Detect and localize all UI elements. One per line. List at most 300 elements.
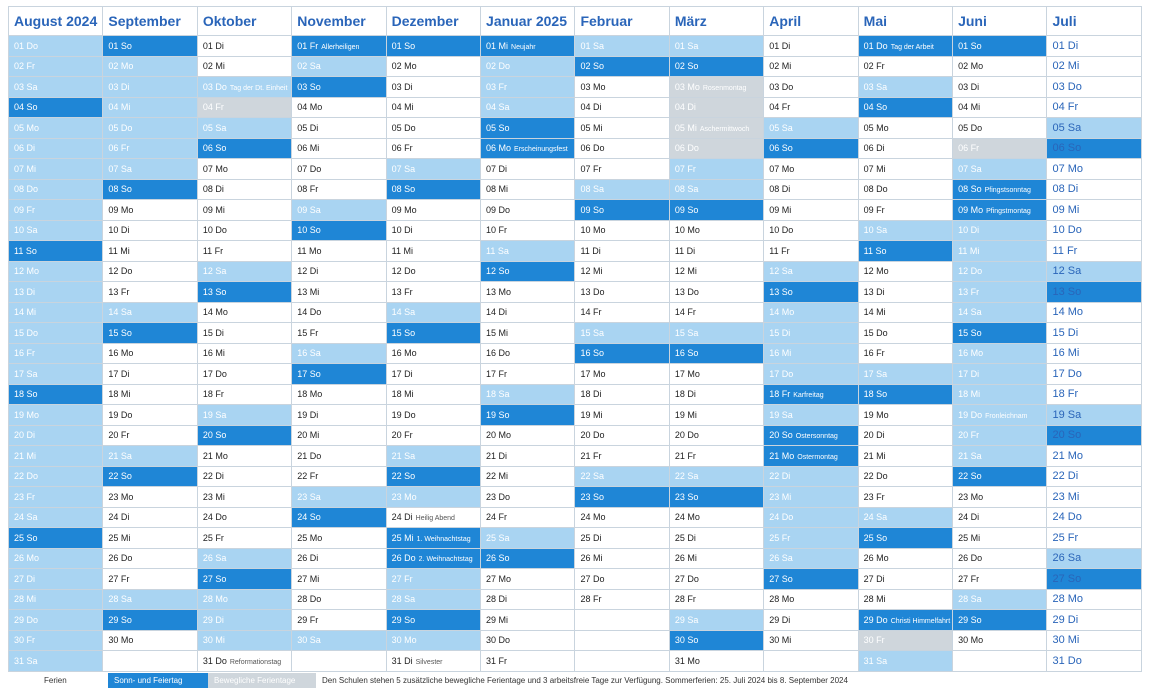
month-header: März <box>669 7 763 36</box>
day-label: 17 Di <box>391 368 413 379</box>
day-cell <box>669 261 763 282</box>
day-cell <box>953 56 1047 77</box>
day-label: 15 Sa <box>580 327 604 338</box>
day-label: 09 Mo <box>958 204 984 215</box>
day-cell <box>1047 528 1142 549</box>
day-label: 24 Do <box>202 512 227 523</box>
day-cell <box>481 261 575 282</box>
day-cell <box>669 159 763 180</box>
day-cell <box>858 36 952 57</box>
day-cell <box>197 302 291 323</box>
day-label: 20 Do <box>580 430 605 441</box>
day-cell <box>292 446 386 467</box>
day-label: 29 So <box>108 614 132 625</box>
day-cell <box>386 36 480 57</box>
day-cell <box>292 589 386 610</box>
day-label: 24 Sa <box>14 512 38 523</box>
day-label: 08 Di <box>202 184 224 195</box>
day-cell <box>858 261 952 282</box>
day-label: 31 Do <box>1052 654 1082 667</box>
day-label: 14 Fr <box>674 307 696 318</box>
day-row <box>9 138 1142 159</box>
day-cell <box>953 179 1047 200</box>
day-cell <box>764 138 858 159</box>
day-cell <box>1047 425 1142 446</box>
day-label: 20 Di <box>14 430 36 441</box>
day-label: 24 So <box>297 512 321 523</box>
day-label: 10 Mo <box>674 225 700 236</box>
day-cell <box>292 364 386 385</box>
day-label: 10 Sa <box>14 225 38 236</box>
day-label: 01 Di <box>1052 39 1079 52</box>
day-cell <box>197 446 291 467</box>
day-label: 14 Di <box>486 307 508 318</box>
day-cell <box>1047 610 1142 631</box>
day-label: 20 Mo <box>486 430 512 441</box>
day-cell <box>386 528 480 549</box>
day-label: 18 Fr <box>1052 388 1079 401</box>
day-label: 26 So <box>486 553 510 564</box>
day-cell <box>386 405 480 426</box>
day-label: 25 Sa <box>486 532 510 543</box>
day-label: 15 Sa <box>674 327 699 338</box>
day-label: 20 So <box>1052 429 1082 442</box>
day-label: 06 Do <box>580 143 605 154</box>
day-label: 30 Mo <box>108 635 134 646</box>
day-cell <box>953 630 1047 651</box>
holiday-name: 2. Weihnachtstag <box>418 556 473 564</box>
day-label: 07 Fr <box>674 163 696 174</box>
day-cell <box>481 630 575 651</box>
day-label: 16 Fr <box>863 348 885 359</box>
day-cell <box>858 466 952 487</box>
day-cell <box>292 200 386 221</box>
month-header: Februar <box>575 7 669 36</box>
day-cell <box>197 589 291 610</box>
day-cell <box>481 651 575 672</box>
month-header: November <box>292 7 386 36</box>
day-label: 31 Di <box>391 655 413 666</box>
day-label: 22 Sa <box>674 471 699 482</box>
day-cell <box>764 487 858 508</box>
day-cell <box>575 487 669 508</box>
day-cell <box>669 302 763 323</box>
day-cell <box>858 343 952 364</box>
day-label: 16 Mo <box>391 348 417 359</box>
day-label: 13 Fr <box>958 286 980 297</box>
day-cell <box>858 77 952 98</box>
day-label: 25 So <box>14 532 38 543</box>
day-cell <box>386 323 480 344</box>
day-cell <box>103 466 197 487</box>
day-cell <box>386 548 480 569</box>
day-cell <box>953 241 1047 262</box>
day-label: 01 Do <box>14 40 39 51</box>
day-label: 05 Mo <box>14 122 40 133</box>
day-label: 17 Di <box>958 368 980 379</box>
day-cell <box>197 343 291 364</box>
day-label: 16 Mo <box>108 348 134 359</box>
day-cell <box>9 651 103 672</box>
day-cell <box>953 282 1047 303</box>
day-cell <box>103 138 197 159</box>
day-label: 11 Fr <box>769 245 790 256</box>
day-cell <box>103 507 197 528</box>
day-label: 19 Sa <box>1052 408 1082 421</box>
day-cell <box>481 241 575 262</box>
day-cell <box>858 241 952 262</box>
day-cell <box>575 138 669 159</box>
day-cell <box>669 282 763 303</box>
day-cell <box>9 466 103 487</box>
day-cell <box>9 548 103 569</box>
day-cell <box>386 261 480 282</box>
day-label: 17 So <box>297 368 321 379</box>
day-cell <box>575 384 669 405</box>
day-label: 22 Sa <box>580 471 604 482</box>
day-label: 05 Mi <box>674 122 697 133</box>
day-label: 21 Sa <box>391 450 416 461</box>
day-label: 31 Fr <box>486 655 508 666</box>
day-label: 09 Fr <box>863 204 885 215</box>
day-label: 28 Fr <box>580 594 602 605</box>
day-cell <box>103 610 197 631</box>
day-label: 11 Sa <box>486 245 509 256</box>
day-cell <box>953 384 1047 405</box>
day-label: 22 Di <box>769 471 791 482</box>
day-cell <box>386 220 480 241</box>
day-cell <box>575 56 669 77</box>
day-cell <box>953 261 1047 282</box>
day-label: 02 Mo <box>108 61 134 72</box>
day-cell <box>292 36 386 57</box>
holiday-name: Neujahr <box>511 43 536 51</box>
day-label: 29 So <box>958 614 982 625</box>
day-label: 16 Fr <box>14 348 36 359</box>
day-cell <box>764 77 858 98</box>
day-label: 21 Fr <box>674 450 696 461</box>
month-header: April <box>764 7 858 36</box>
day-label: 16 Mi <box>202 348 225 359</box>
day-cell <box>292 220 386 241</box>
day-cell <box>575 241 669 262</box>
day-label: 17 Do <box>769 368 794 379</box>
day-cell <box>386 364 480 385</box>
day-cell <box>858 323 952 344</box>
day-cell <box>481 384 575 405</box>
day-cell <box>9 261 103 282</box>
day-label: 14 Fr <box>580 307 602 318</box>
day-label: 01 So <box>958 40 982 51</box>
day-label: 28 Do <box>297 594 322 605</box>
day-cell <box>103 446 197 467</box>
day-cell <box>858 138 952 159</box>
day-label: 20 Do <box>674 430 699 441</box>
day-label: 04 Di <box>674 102 696 113</box>
day-label: 30 Do <box>486 635 511 646</box>
day-cell <box>953 610 1047 631</box>
day-cell <box>764 56 858 77</box>
day-label: 19 Mi <box>580 409 603 420</box>
day-cell <box>481 302 575 323</box>
day-label: 19 So <box>486 409 510 420</box>
day-cell <box>953 118 1047 139</box>
day-row <box>9 528 1142 549</box>
day-label: 29 So <box>391 614 416 625</box>
day-label: 01 So <box>391 40 416 51</box>
day-label: 27 So <box>202 573 227 584</box>
day-cell <box>1047 261 1142 282</box>
day-cell <box>481 405 575 426</box>
holiday-name: Rosenmontag <box>702 84 747 92</box>
day-cell <box>292 77 386 98</box>
day-label: 23 Mo <box>958 491 984 502</box>
day-cell <box>953 302 1047 323</box>
day-label: 06 Di <box>863 143 885 154</box>
day-cell <box>953 651 1047 672</box>
day-label: 27 Mi <box>297 573 320 584</box>
day-label: 08 Fr <box>297 184 319 195</box>
day-label: 19 Do <box>958 409 983 420</box>
day-label: 14 Mo <box>1052 306 1084 319</box>
day-label: 22 So <box>958 471 982 482</box>
day-label: 09 Mi <box>769 204 792 215</box>
day-label: 01 Do <box>863 40 888 51</box>
day-label: 18 Fr <box>202 389 224 400</box>
day-cell <box>9 138 103 159</box>
day-cell <box>103 425 197 446</box>
day-label: 01 Di <box>769 40 791 51</box>
day-row <box>9 282 1142 303</box>
day-label: 03 Mo <box>674 81 700 92</box>
day-label: 03 So <box>297 81 321 92</box>
day-cell <box>386 589 480 610</box>
day-cell <box>197 200 291 221</box>
day-label: 03 Sa <box>14 81 38 92</box>
day-label: 15 So <box>108 327 132 338</box>
day-cell <box>575 179 669 200</box>
day-cell <box>669 384 763 405</box>
day-cell <box>1047 405 1142 426</box>
day-cell <box>575 323 669 344</box>
day-cell <box>386 56 480 77</box>
day-cell <box>669 466 763 487</box>
day-label: 26 Do <box>108 553 133 564</box>
day-label: 06 Do <box>674 143 699 154</box>
day-cell <box>9 200 103 221</box>
day-cell <box>386 179 480 200</box>
day-cell <box>481 200 575 221</box>
day-cell <box>669 528 763 549</box>
day-cell <box>386 97 480 118</box>
day-label: 22 Mi <box>486 471 509 482</box>
day-cell <box>292 384 386 405</box>
day-cell <box>9 323 103 344</box>
day-cell <box>764 569 858 590</box>
day-cell <box>858 200 952 221</box>
day-label: 21 Fr <box>580 450 602 461</box>
day-cell <box>481 56 575 77</box>
day-cell <box>953 364 1047 385</box>
holiday-name: Silvester <box>415 658 443 666</box>
day-cell <box>575 159 669 180</box>
day-cell <box>575 569 669 590</box>
day-label: 28 Fr <box>674 594 696 605</box>
day-cell <box>669 200 763 221</box>
day-label: 07 Sa <box>958 163 982 174</box>
day-label: 27 Do <box>580 573 605 584</box>
day-cell <box>103 200 197 221</box>
day-cell <box>103 323 197 344</box>
month-header: Juli <box>1047 7 1142 36</box>
day-cell <box>669 323 763 344</box>
day-label: 07 Fr <box>580 163 602 174</box>
day-cell <box>669 548 763 569</box>
day-cell <box>9 282 103 303</box>
day-label: 28 Mi <box>14 594 37 605</box>
day-label: 18 Mo <box>297 389 323 400</box>
day-label: 02 Mi <box>769 61 792 72</box>
day-label: 06 Mi <box>297 143 320 154</box>
day-label: 20 Di <box>863 430 885 441</box>
day-label: 13 So <box>1052 285 1082 298</box>
day-cell <box>858 651 952 672</box>
day-cell <box>764 302 858 323</box>
day-label: 29 Fr <box>297 614 319 625</box>
day-row <box>9 323 1142 344</box>
day-label: 25 Fr <box>1052 531 1079 544</box>
day-label: 12 Do <box>391 266 416 277</box>
day-cell <box>292 610 386 631</box>
day-label: 31 Mo <box>674 655 700 666</box>
day-cell <box>669 138 763 159</box>
day-cell <box>9 220 103 241</box>
day-label: 02 Do <box>486 61 511 72</box>
day-cell <box>575 507 669 528</box>
day-cell <box>1047 548 1142 569</box>
day-label: 07 Mo <box>769 163 795 174</box>
day-label: 25 Mi <box>391 532 414 543</box>
day-label: 11 Mi <box>958 245 980 256</box>
day-label: 20 Fr <box>391 430 413 441</box>
day-label: 02 Mo <box>391 61 417 72</box>
day-label: 03 Di <box>108 81 130 92</box>
day-cell <box>953 97 1047 118</box>
day-label: 23 So <box>580 491 604 502</box>
day-cell <box>575 425 669 446</box>
day-label: 10 Di <box>108 225 130 236</box>
day-label: 03 Di <box>958 81 980 92</box>
day-label: 27 Di <box>863 573 885 584</box>
day-cell <box>1047 384 1142 405</box>
day-cell <box>197 487 291 508</box>
day-label: 29 Di <box>769 614 791 625</box>
day-label: 30 Mo <box>958 635 984 646</box>
day-cell <box>858 589 952 610</box>
day-label: 23 Fr <box>14 491 36 502</box>
day-cell <box>292 159 386 180</box>
day-label: 21 Mi <box>863 450 886 461</box>
day-cell <box>764 548 858 569</box>
day-label: 10 Do <box>1052 224 1082 237</box>
day-cell <box>197 630 291 651</box>
day-cell <box>103 651 197 672</box>
day-row <box>9 446 1142 467</box>
day-cell <box>764 589 858 610</box>
day-cell <box>197 36 291 57</box>
day-label: 24 Di <box>958 512 980 523</box>
day-label: 13 Do <box>580 286 605 297</box>
day-cell <box>386 651 480 672</box>
day-cell <box>386 282 480 303</box>
day-label: 24 Mo <box>580 512 606 523</box>
day-cell <box>9 56 103 77</box>
day-label: 23 Mi <box>202 491 225 502</box>
day-label: 14 Sa <box>108 307 132 318</box>
day-label: 12 Mo <box>14 266 40 277</box>
day-cell <box>197 138 291 159</box>
day-cell <box>858 405 952 426</box>
day-row <box>9 405 1142 426</box>
day-cell <box>9 179 103 200</box>
day-cell <box>292 569 386 590</box>
day-label: 31 Sa <box>863 655 888 666</box>
month-header: Mai <box>858 7 952 36</box>
day-row <box>9 343 1142 364</box>
day-label: 12 Do <box>108 266 133 277</box>
day-label: 23 Do <box>486 491 511 502</box>
day-label: 07 Mi <box>863 163 886 174</box>
day-label: 04 Fr <box>769 102 791 113</box>
day-cell <box>1047 302 1142 323</box>
day-cell <box>386 159 480 180</box>
day-cell <box>197 425 291 446</box>
day-label: 08 Do <box>14 184 39 195</box>
day-label: 17 Sa <box>863 368 888 379</box>
day-label: 11 Di <box>580 245 601 256</box>
day-label: 30 Mi <box>1052 634 1080 647</box>
day-cell <box>386 200 480 221</box>
day-label: 01 Di <box>202 40 224 51</box>
day-label: 25 So <box>863 532 888 543</box>
holiday-name: Fronleichnam <box>985 412 1028 420</box>
day-label: 16 So <box>580 348 604 359</box>
day-cell <box>669 630 763 651</box>
day-cell <box>858 487 952 508</box>
day-cell <box>764 97 858 118</box>
day-label: 27 Mo <box>486 573 512 584</box>
day-label: 04 Mo <box>297 102 323 113</box>
day-label: 16 Mi <box>769 348 792 359</box>
day-cell <box>1047 343 1142 364</box>
day-label: 22 Di <box>1052 470 1079 483</box>
day-label: 12 Sa <box>1052 265 1082 278</box>
day-cell <box>953 466 1047 487</box>
day-label: 04 Mi <box>958 102 981 113</box>
day-label: 23 Mo <box>391 491 417 502</box>
day-label: 19 Mo <box>863 409 889 420</box>
day-cell <box>103 220 197 241</box>
day-label: 25 Di <box>674 532 696 543</box>
day-cell <box>9 569 103 590</box>
day-cell <box>764 323 858 344</box>
day-cell <box>386 118 480 139</box>
day-label: 21 Do <box>297 450 322 461</box>
day-label: 10 Di <box>958 225 980 236</box>
day-label: 26 Di <box>297 553 319 564</box>
day-cell <box>764 466 858 487</box>
day-label: 16 Sa <box>297 348 321 359</box>
